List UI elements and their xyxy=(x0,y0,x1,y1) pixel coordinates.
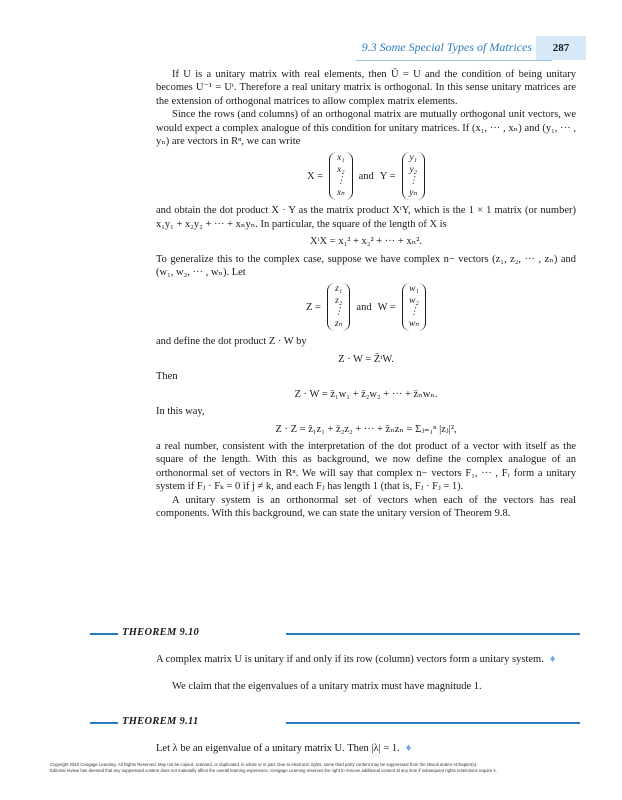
y-column-vector xyxy=(402,152,426,200)
header-rule xyxy=(356,60,552,61)
zw-vector-equation xyxy=(156,283,576,331)
copyright-footer xyxy=(50,762,580,774)
vector-entry: zₙ xyxy=(334,318,343,329)
footer-line-2: Editorial review has deemed that any suppressed content does not materially affect the overall learning experience. Cengage Learning reserves the right to remove additional content at any time if subsequent rights restrictions require it. xyxy=(50,768,497,773)
x-label: X = xyxy=(306,170,324,182)
page-number: 287 xyxy=(536,36,586,60)
z-label: Z = xyxy=(305,301,321,313)
xy-vector-equation xyxy=(156,152,576,200)
paragraph-10: We claim that the eigenvalues of a unitary matrix must have magnitude 1. xyxy=(172,681,482,692)
vector-entry: z₁ xyxy=(335,284,343,295)
footer-line-1: Copyright 2010 Cengage Learning. All Rights Reserved. May not be copied, scanned, or duplicated, in whole or in part. Due to electronic rights, some third party content may be suppressed from the eBook and/or eChapter(s). xyxy=(50,762,478,767)
paragraph-3: and obtain the dot product X · Y as the matrix product XᵗY, which is the 1 × 1 matrix (or number) x₁y₁ + x₂y₂ + ··· + xₙyₙ. In particular, the square of the length of X is xyxy=(156,205,576,230)
theorem-9-11-statement xyxy=(156,742,576,755)
theorem-9-11-heading xyxy=(90,716,580,730)
vector-entry: w₁ xyxy=(409,284,419,295)
theorem-rule-left xyxy=(90,633,118,635)
x-column-vector xyxy=(329,152,353,200)
theorem-text: A complex matrix U is unitary if and only if its row (column) vectors form a unitary system. xyxy=(156,654,544,665)
theorem-rule-right xyxy=(286,633,580,635)
theorem-rule-right xyxy=(286,722,580,724)
z-column-vector xyxy=(327,283,351,331)
and-word: and xyxy=(358,170,374,182)
theorem-rule-left xyxy=(90,722,118,724)
vector-entry: wₙ xyxy=(408,318,420,329)
paragraph-7: In this way, xyxy=(156,406,205,418)
vector-entry: x₂ xyxy=(337,164,345,175)
y-label: Y = xyxy=(379,170,396,182)
length-squared-equation: XᵗX = x₁² + x₂² + ··· + xₙ². xyxy=(309,236,423,248)
dot-product-expansion: Z · W = z̄₁w₁ + z̄₂w₂ + ··· + z̄ₙwₙ. xyxy=(294,388,438,400)
vector-entry: xₙ xyxy=(336,187,345,198)
self-dot-equation: Z · Z = z̄₁z₁ + z̄₂z₂ + ··· + z̄ₙzₙ = Σⱼ₌₁ⁿ |zⱼ|², xyxy=(275,423,457,435)
paragraph-9: A unitary system is an orthonormal set of vectors when each of the vectors has real components. With this background, we can state the unitary version of Theorem 9.8. xyxy=(156,494,576,519)
theorem-label: THEOREM 9.11 xyxy=(122,716,199,727)
dot-product-definition: Z · W = Z̄ᵗW. xyxy=(338,353,394,365)
vector-entry: ⋮ xyxy=(408,176,419,187)
paragraph-1: If U is a unitary matrix with real elements, then Ū = U and the condition of being unitary becomes U⁻¹ = Uᵗ. Therefore a real unitary matrix is orthogonal. In this sense unitary matrices are the extension of orthogonal matrices to allow complex matrix elements. xyxy=(156,69,576,107)
theorem-9-10-statement xyxy=(156,653,576,666)
end-diamond-icon: ♦ xyxy=(405,742,412,754)
vector-entry: yₙ xyxy=(409,187,418,198)
theorem-9-10-heading xyxy=(90,627,580,641)
main-content xyxy=(156,68,576,520)
vector-entry: ⋮ xyxy=(409,307,419,318)
vector-entry: y₁ xyxy=(409,153,418,164)
paragraph-5: and define the dot product Z · W by xyxy=(156,336,307,348)
w-column-vector xyxy=(402,283,426,331)
paragraph-2: Since the rows (and columns) of an orthogonal matrix are mutually orthogonal unit vectors, we would expect a complex analogue of this condition for unitary matrices. If (x₁, ··· , xₙ) and (y₁, ··· , yₙ) are vectors in Rⁿ, we can write xyxy=(156,109,576,148)
vector-entry: ⋮ xyxy=(336,176,346,187)
vector-entry: ⋮ xyxy=(333,307,344,318)
page-header xyxy=(0,36,622,60)
and-word: and xyxy=(356,301,372,313)
vector-entry: z₂ xyxy=(335,295,343,306)
w-label: W = xyxy=(377,301,396,313)
vector-entry: x₁ xyxy=(337,153,345,164)
vector-entry: y₂ xyxy=(409,164,418,175)
theorem-label: THEOREM 9.10 xyxy=(122,627,200,638)
theorem-text: Let λ be an eigenvalue of a unitary matrix U. Then |λ| = 1. xyxy=(156,743,400,754)
vector-entry: w₂ xyxy=(409,295,419,306)
paragraph-8: a real number, consistent with the interpretation of the dot product of a vector with itself as the square of the length. With this as background, we now define the complex analogue of an orthonormal set of vectors in Rⁿ. We will say that complex n− vectors F₁, ··· , Fᵣ form a unitary system if Fⱼ · Fₖ = 0 if j ≠ k, and each Fⱼ has length 1 (that is, Fⱼ · Fⱼ = 1). xyxy=(156,440,576,493)
paragraph-4: To generalize this to the complex case, suppose we have complex n− vectors (z₁, z₂, ··· , zₙ) and (w₁, w₂, ··· , wₙ). Let xyxy=(156,253,576,279)
paragraph-6: Then xyxy=(156,371,178,383)
section-title: 9.3 Some Special Types of Matrices xyxy=(361,40,532,54)
end-diamond-icon: ♦ xyxy=(549,653,556,665)
